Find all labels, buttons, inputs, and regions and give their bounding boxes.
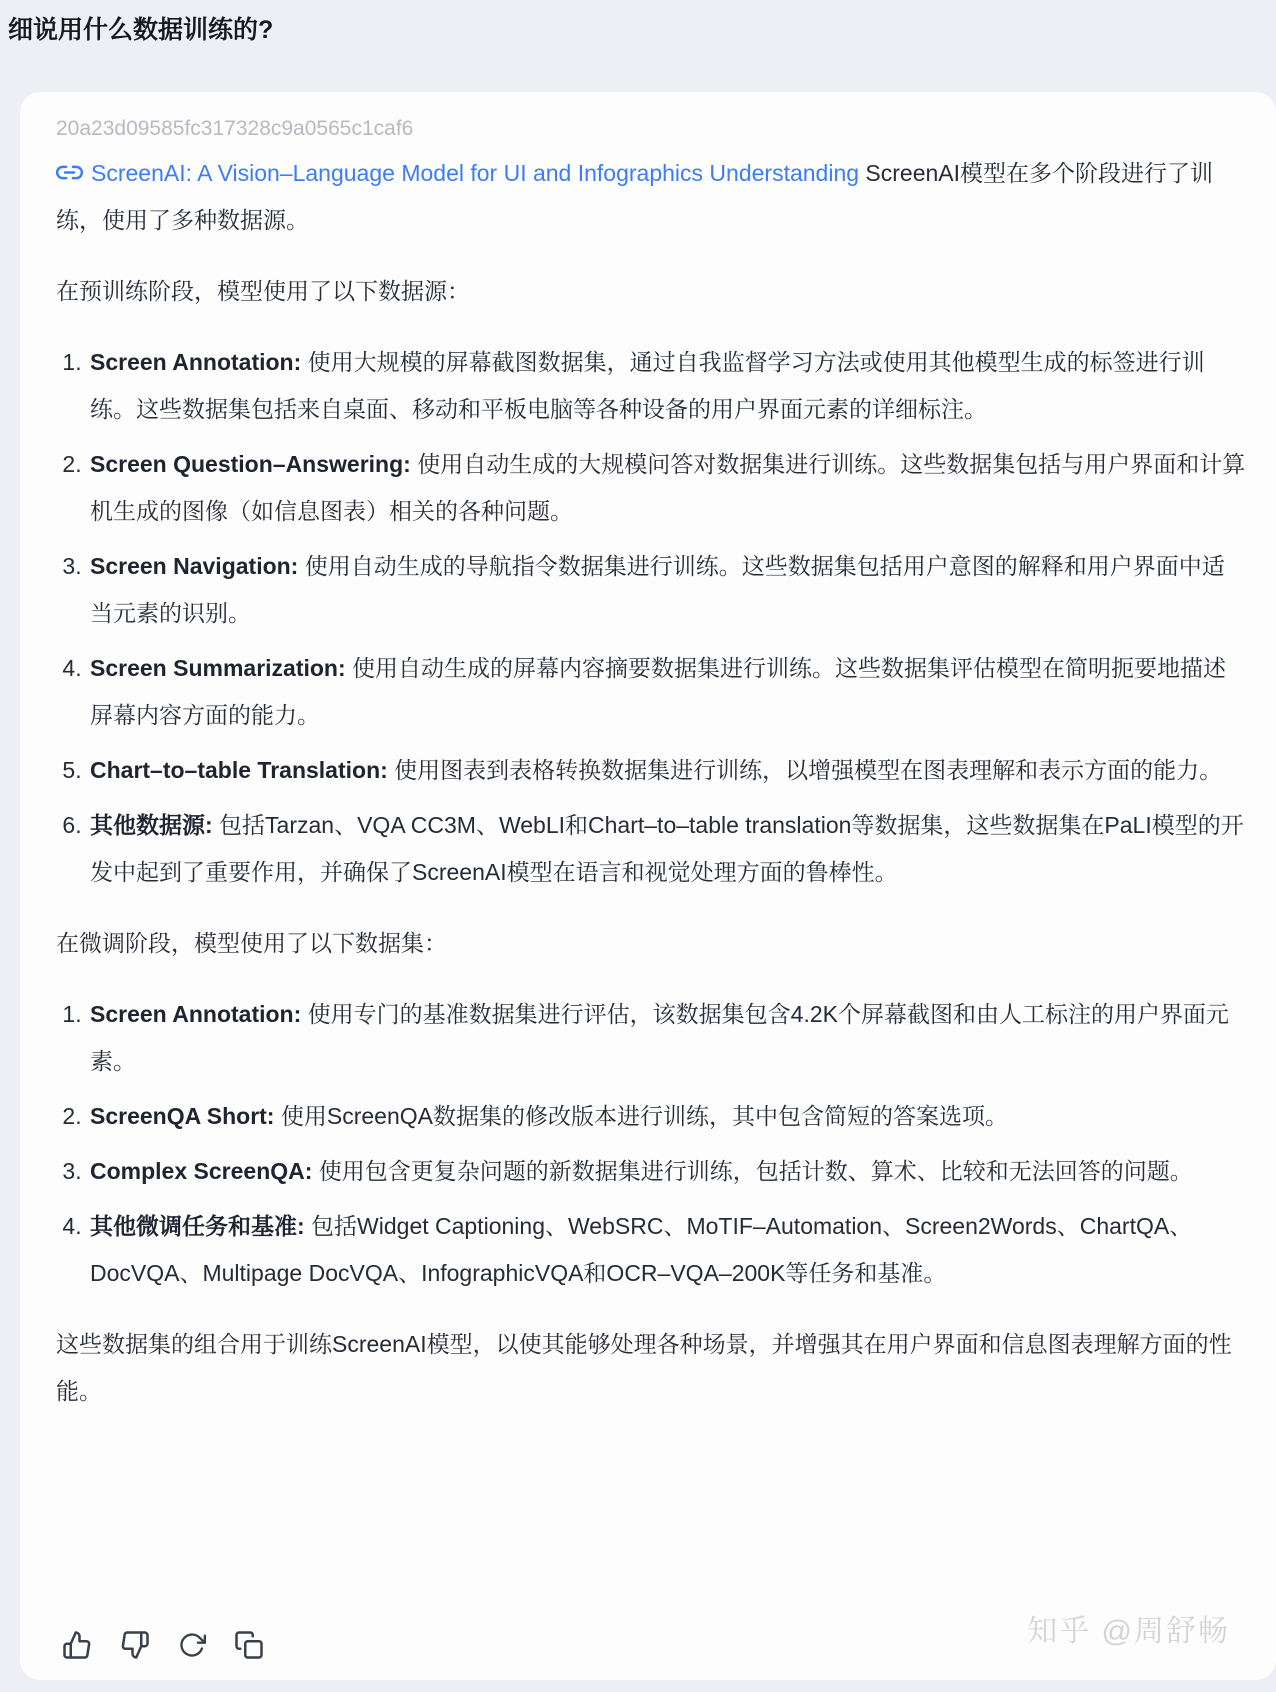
user-question: 细说用什么数据训练的? [8, 16, 274, 44]
zhihu-watermark: 知乎 @周舒畅 [1027, 1615, 1230, 1648]
message-hash: 20a23d09585fc317328c9a0565c1caf6 [56, 117, 414, 140]
list-item [88, 802, 1246, 896]
item-desc: 使用专门的基准数据集进行评估，该数据集包含4.2K个屏幕截图和由人工标注的用户界面元素。 [90, 1001, 1229, 1074]
list-item [88, 645, 1246, 739]
conclusion-paragraph: 这些数据集的组合用于训练ScreenAI模型，以使其能够处理各种场景，并增强其在用户界面和信息图表理解方面的性能。 [56, 1331, 1232, 1404]
link-after-text: ScreenAI模型在多个阶段进行了训练，使用了多种数据源。 [56, 160, 1214, 233]
link-icon [56, 159, 83, 186]
link-paragraph [56, 150, 1246, 244]
item-term: Complex ScreenQA: [90, 1158, 313, 1184]
list-item [88, 441, 1246, 535]
item-desc: 使用自动生成的大规模问答对数据集进行训练。这些数据集包括与用户界面和计算机生成的图像（如信息图表）相关的各种问题。 [90, 451, 1246, 524]
item-desc: 包括Tarzan、VQA CC3M、WebLI和Chart–to–table translation等数据集，这些数据集在PaLI模型的开发中起到了重要作用，并确保了ScreenAI模型在语言和视觉处理方面的鲁棒性。 [90, 812, 1244, 885]
item-term: 其他微调任务和基准: [90, 1213, 305, 1239]
copy-icon [234, 1630, 264, 1660]
item-term: Screen Annotation: [90, 349, 302, 375]
thumbs-down-button[interactable] [118, 1628, 152, 1662]
item-term: Screen Annotation: [90, 1001, 302, 1027]
item-desc: 使用大规模的屏幕截图数据集，通过自我监督学习方法或使用其他模型生成的标签进行训练。这些数据集包括来自桌面、移动和平板电脑等各种设备的用户界面元素的详细标注。 [90, 349, 1205, 422]
list-item [88, 991, 1246, 1085]
list-item [88, 747, 1246, 794]
list-item [88, 1203, 1246, 1297]
thumbs-up-button[interactable] [60, 1628, 94, 1662]
finetune-intro: 在微调阶段，模型使用了以下数据集： [56, 930, 447, 956]
list-item [88, 543, 1246, 637]
item-term: Screen Navigation: [90, 553, 299, 579]
regenerate-icon [178, 1631, 206, 1659]
item-term: Screen Question–Answering: [90, 451, 411, 477]
item-desc: 包括Widget Captioning、WebSRC、MoTIF–Automation、Screen2Words、ChartQA、DocVQA、Multipage DocVQA、InfographicVQA和OCR–VQA–200K等任务和基准。 [90, 1213, 1193, 1286]
item-term: Chart–to–table Translation: [90, 757, 388, 783]
list-item [88, 1148, 1246, 1195]
list-item [88, 1093, 1246, 1140]
item-desc: 使用ScreenQA数据集的修改版本进行训练，其中包含简短的答案选项。 [274, 1103, 1008, 1129]
item-desc: 使用包含更复杂问题的新数据集进行训练，包括计数、算术、比较和无法回答的问题。 [312, 1158, 1193, 1184]
item-desc: 使用自动生成的屏幕内容摘要数据集进行训练。这些数据集评估模型在简明扼要地描述屏幕内容方面的能力。 [90, 655, 1227, 728]
item-term: 其他数据源: [90, 812, 213, 838]
thumbs-down-icon [120, 1630, 150, 1660]
paper-link[interactable] [56, 160, 865, 186]
pretrain-intro: 在预训练阶段，模型使用了以下数据源： [56, 278, 470, 304]
item-desc: 使用图表到表格转换数据集进行训练，以增强模型在图表理解和表示方面的能力。 [387, 757, 1223, 783]
pretrain-list [56, 339, 1246, 896]
finetune-list [56, 991, 1246, 1297]
item-term: ScreenQA Short: [90, 1103, 275, 1129]
answer-card [20, 92, 1276, 1680]
message-actions [60, 1628, 266, 1662]
item-desc: 使用自动生成的导航指令数据集进行训练。这些数据集包括用户意图的解释和用户界面中适当元素的识别。 [90, 553, 1225, 626]
list-item [88, 339, 1246, 433]
regenerate-button[interactable] [176, 1629, 208, 1661]
paper-link-text: ScreenAI: A Vision–Language Model for UI and Infographics Understanding [91, 160, 860, 186]
copy-button[interactable] [232, 1628, 266, 1662]
item-term: Screen Summarization: [90, 655, 346, 681]
thumbs-up-icon [62, 1630, 92, 1660]
